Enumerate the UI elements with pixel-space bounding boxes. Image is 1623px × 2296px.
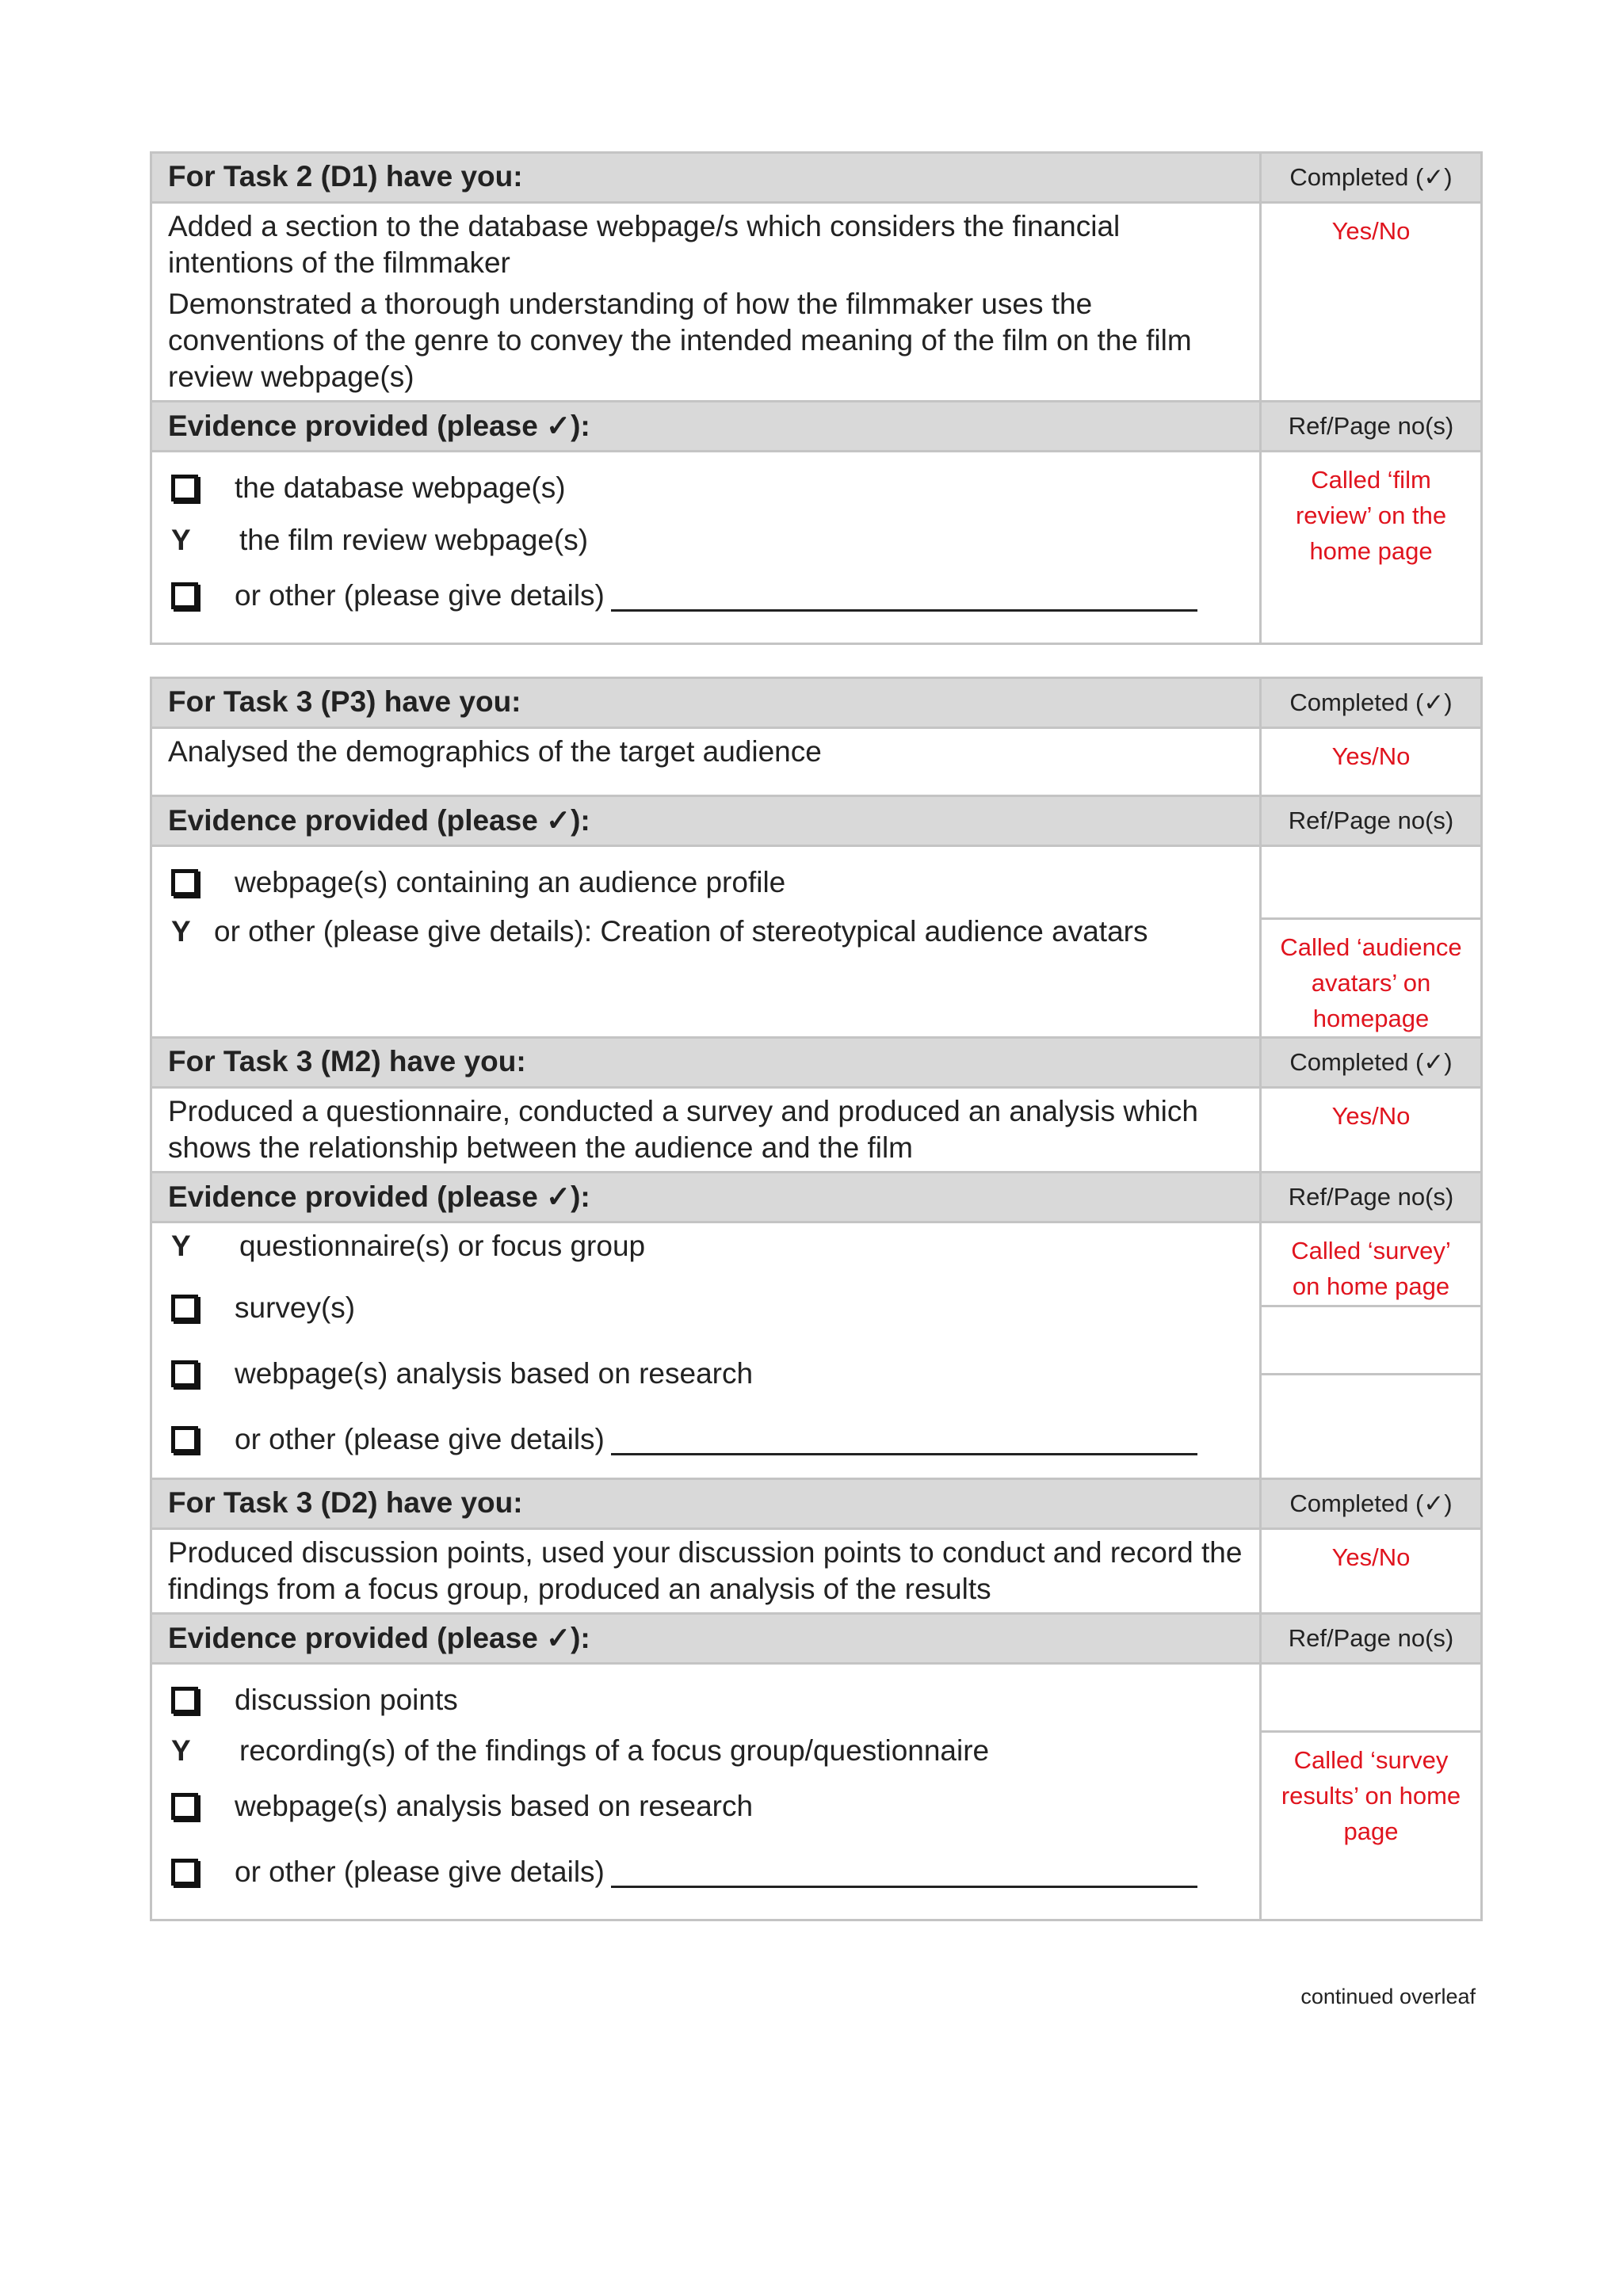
m2-ref-empty-1 <box>1262 1307 1480 1375</box>
d1-evidence-header: Evidence provided (please ✓): <box>151 402 1261 452</box>
list-item: Y recording(s) of the findings of a focus group/questionnaire <box>171 1734 990 1767</box>
p3-completed-value: Yes/No <box>1261 728 1482 796</box>
d2-ref-empty <box>1262 1665 1480 1733</box>
checkbox-icon[interactable] <box>171 1295 198 1322</box>
p3-ref-empty <box>1262 847 1480 920</box>
details-underline[interactable] <box>611 1425 1197 1455</box>
m2-ref-empty-2 <box>1262 1375 1480 1475</box>
d2-ref-cell <box>1261 1664 1482 1920</box>
task3-table <box>150 677 1483 1921</box>
checkbox-icon[interactable] <box>171 475 198 502</box>
p3-header: For Task 3 (P3) have you: <box>151 678 1261 728</box>
d2-ref-label: Ref/Page no(s) <box>1261 1614 1482 1664</box>
checkbox-icon[interactable] <box>171 869 198 896</box>
checked-mark: Y <box>171 524 191 556</box>
checkbox-icon[interactable] <box>171 1859 198 1886</box>
list-item: or other (please give details) <box>168 1855 1197 1889</box>
d1-completed-value: Yes/No <box>1261 203 1482 402</box>
d1-criteria-2: Demonstrated a thorough understanding of how the filmmaker uses the conventions of the genre to convey the intended meaning of the film on the film review webpage(s) <box>168 288 1192 393</box>
list-item: webpage(s) containing an audience profile <box>168 866 785 899</box>
p3-evidence-list <box>151 846 1261 1038</box>
continued-overleaf-note: continued overleaf <box>1300 1985 1476 2008</box>
m2-ref-cell <box>1261 1222 1482 1479</box>
d2-criteria: Produced discussion points, used your discussion points to conduct and record the findings from a focus group, produced an analysis of the results <box>151 1529 1261 1614</box>
checkbox-icon[interactable] <box>171 1360 198 1387</box>
checked-mark: Y <box>171 1734 191 1767</box>
d2-evidence-header: Evidence provided (please ✓): <box>151 1614 1261 1664</box>
list-item: webpage(s) analysis based on research <box>168 1357 753 1390</box>
details-underline[interactable] <box>611 1857 1197 1888</box>
checkbox-icon[interactable] <box>171 1687 198 1714</box>
list-item: survey(s) <box>168 1291 355 1325</box>
m2-evidence-header: Evidence provided (please ✓): <box>151 1173 1261 1222</box>
checked-mark: Y <box>171 915 191 948</box>
m2-evidence-list <box>151 1222 1261 1479</box>
p3-ref-cell <box>1261 846 1482 1038</box>
d1-completed-label: Completed (✓) <box>1261 153 1482 203</box>
m2-completed-label: Completed (✓) <box>1261 1038 1482 1088</box>
list-item: Y questionnaire(s) or focus group <box>171 1230 646 1262</box>
d2-ref-value: Called ‘survey results’ on home page <box>1281 1746 1461 1845</box>
m2-criteria: Produced a questionnaire, conducted a survey and produced an analysis which shows the relationship between the audience and the film <box>151 1088 1261 1173</box>
p3-criteria: Analysed the demographics of the target audience <box>151 728 1261 796</box>
p3-evidence-header: Evidence provided (please ✓): <box>151 796 1261 846</box>
m2-header: For Task 3 (M2) have you: <box>151 1038 1261 1088</box>
d1-evidence-list <box>151 452 1261 644</box>
m2-ref-value: Called ‘survey’ on home page <box>1262 1223 1480 1307</box>
d1-criteria-1: Added a section to the database webpage/s which considers the financial intentions of the filmmaker <box>168 210 1121 279</box>
d1-ref-label: Ref/Page no(s) <box>1261 402 1482 452</box>
d2-evidence-list <box>151 1664 1261 1920</box>
d2-completed-label: Completed (✓) <box>1261 1479 1482 1529</box>
list-item: discussion points <box>168 1684 458 1717</box>
p3-completed-label: Completed (✓) <box>1261 678 1482 728</box>
task2-d1-table <box>150 151 1483 645</box>
list-item: or other (please give details) <box>168 1423 1197 1456</box>
details-underline[interactable] <box>611 581 1197 612</box>
d1-header: For Task 2 (D1) have you: <box>151 153 1261 203</box>
d1-criteria <box>151 203 1261 402</box>
list-item: the database webpage(s) <box>168 471 566 505</box>
d1-ref-value: Called ‘film review’ on the home page <box>1261 452 1482 644</box>
checkbox-icon[interactable] <box>171 582 198 609</box>
list-item: Y the film review webpage(s) <box>171 524 589 556</box>
m2-ref-label: Ref/Page no(s) <box>1261 1173 1482 1222</box>
p3-ref-value: Called ‘audience avatars’ on homepage <box>1280 933 1462 1032</box>
d2-completed-value: Yes/No <box>1261 1529 1482 1614</box>
checkbox-icon[interactable] <box>171 1426 198 1453</box>
list-item: webpage(s) analysis based on research <box>168 1790 753 1823</box>
d2-header: For Task 3 (D2) have you: <box>151 1479 1261 1529</box>
m2-completed-value: Yes/No <box>1261 1088 1482 1173</box>
p3-ref-label: Ref/Page no(s) <box>1261 796 1482 846</box>
list-item: or other (please give details) <box>168 579 1197 612</box>
list-item: Y or other (please give details): Creation of stereotypical audience avatars <box>171 915 1148 948</box>
checked-mark: Y <box>171 1230 191 1262</box>
checkbox-icon[interactable] <box>171 1793 198 1820</box>
